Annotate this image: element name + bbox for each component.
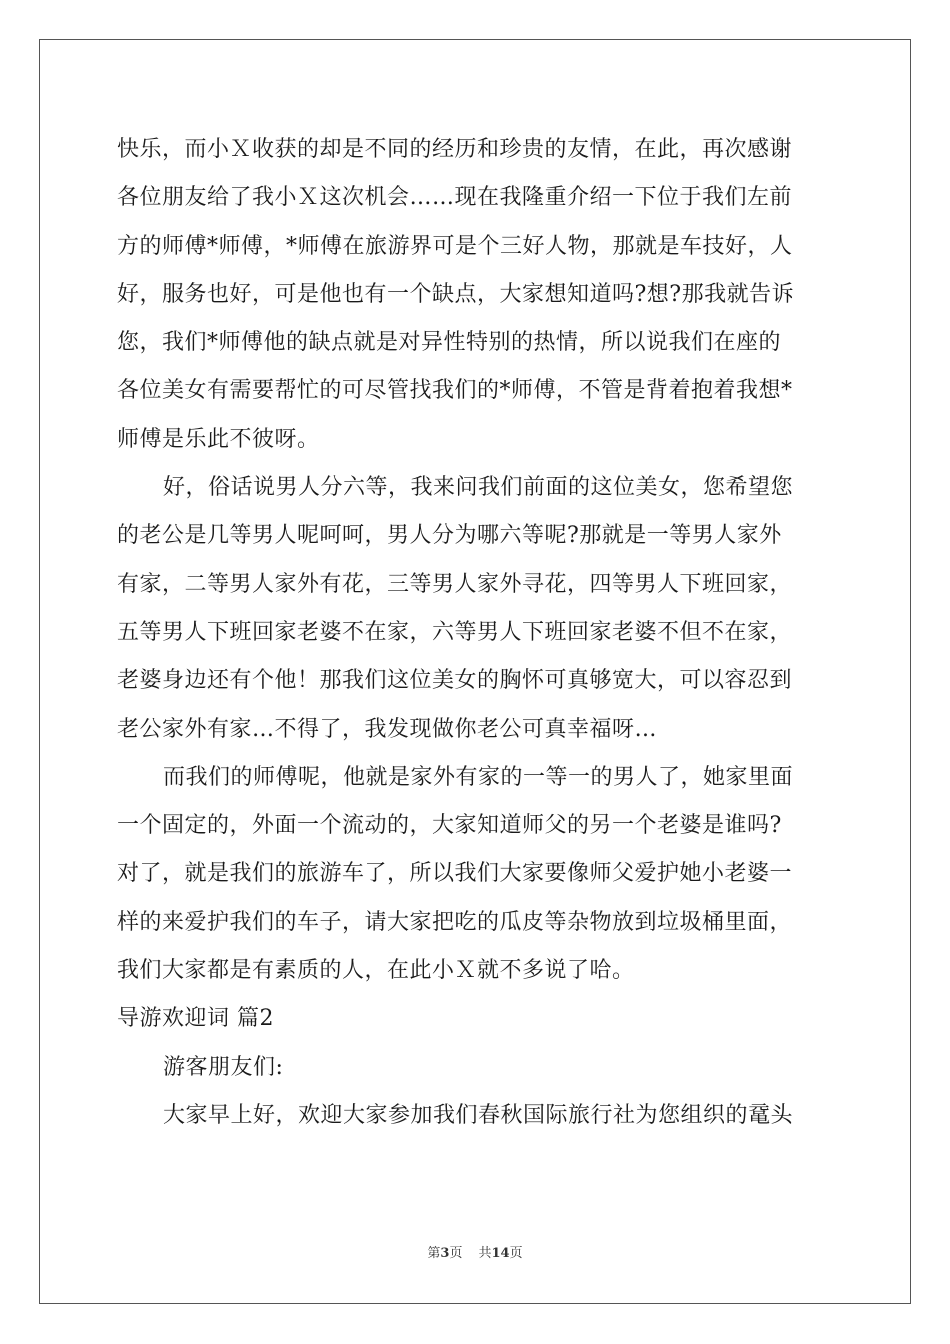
page-suffix: 页 bbox=[449, 1246, 463, 1261]
text-line: 五等男人下班回家老婆不在家，六等男人下班回家老婆不但不在家， bbox=[117, 619, 793, 645]
salutation-line: 游客朋友们: bbox=[163, 1054, 284, 1080]
page-number: 3 bbox=[440, 1246, 450, 1261]
text-line: 各位美女有需要帮忙的可尽管找我们的*师傅，不管是背着抱着我想* bbox=[117, 378, 793, 404]
text-line: 您，我们*师傅他的缺点就是对异性特别的热情，所以说我们在座的 bbox=[117, 330, 782, 356]
paragraph-start-line: 而我们的师傅呢，他就是家外有家的一等一的男人了，她家里面 bbox=[163, 764, 794, 790]
text-line: 好，服务也好，可是他也有一个缺点，大家想知道吗?想?那我就告诉 bbox=[117, 281, 795, 307]
text-line: 我们大家都是有素质的人，在此小Ｘ就不多说了哈。 bbox=[117, 958, 635, 984]
text-line: 师傅是乐此不彼呀。 bbox=[117, 426, 320, 452]
total-suffix: 页 bbox=[509, 1246, 523, 1261]
paragraph-start-line: 大家早上好，欢迎大家参加我们春秋国际旅行社为您组织的鼋头 bbox=[163, 1102, 794, 1128]
text-line: 有家，二等男人家外有花，三等男人家外寻花，四等男人下班回家， bbox=[117, 571, 793, 597]
text-line: 老公家外有家…不得了，我发现做你老公可真幸福呀… bbox=[117, 716, 658, 742]
text-line: 老婆身边还有个他！那我们这位美女的胸怀可真够宽大，可以容忍到 bbox=[117, 668, 793, 694]
text-line: 对了，就是我们的旅游车了，所以我们大家要像师父爱护她小老婆一 bbox=[117, 861, 793, 887]
text-line: 快乐，而小Ｘ收获的却是不同的经历和珍贵的友情，在此，再次感谢 bbox=[117, 137, 793, 162]
text-line: 的老公是几等男人呢呵呵，男人分为哪六等呢?那就是一等男人家外 bbox=[117, 523, 782, 549]
paragraph-start-line: 好，俗话说男人分六等，我来问我们前面的这位美女，您希望您 bbox=[163, 475, 794, 501]
text-line: 各位朋友给了我小Ｘ这次机会……现在我隆重介绍一下位于我们左前 bbox=[117, 185, 793, 211]
total-pages: 14 bbox=[491, 1246, 510, 1261]
section-heading: 导游欢迎词 篇2 bbox=[117, 1006, 274, 1032]
total-prefix: 共 bbox=[478, 1246, 492, 1261]
page-prefix: 第 bbox=[427, 1246, 441, 1261]
text-line: 一个固定的，外面一个流动的，大家知道师父的另一个老婆是谁吗? bbox=[117, 813, 782, 839]
page-footer bbox=[0, 1244, 950, 1264]
text-line: 方的师傅*师傅，*师傅在旅游界可是个三好人物，那就是车技好，人 bbox=[117, 233, 793, 259]
text-line: 样的来爱护我们的车子，请大家把吃的瓜皮等杂物放到垃圾桶里面， bbox=[117, 909, 793, 935]
document-body bbox=[117, 126, 833, 1140]
